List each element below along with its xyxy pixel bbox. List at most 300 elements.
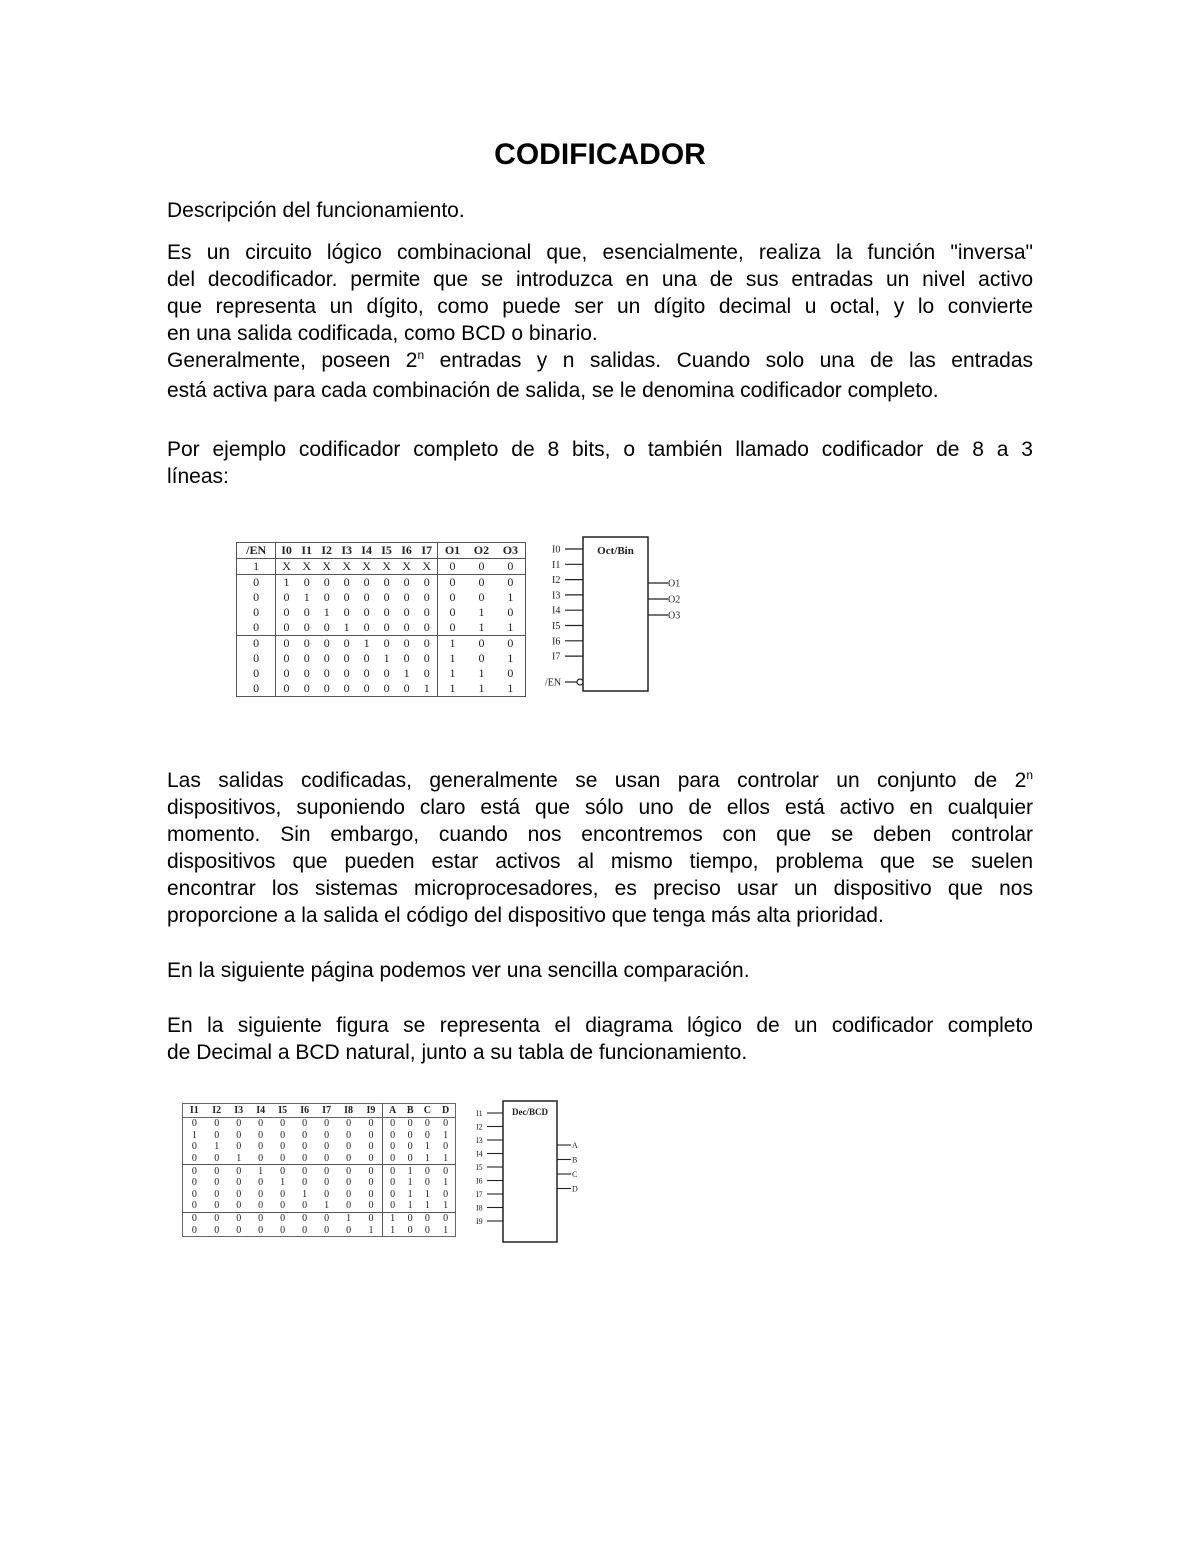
table-cell: 0 [276,666,297,681]
table-cell: 0 [383,1165,402,1177]
table-cell: 1 [478,666,485,680]
table-header-cell: I4 [250,1104,272,1118]
table-cell: 0 [346,1129,352,1141]
table-header-cell: I1 [297,543,317,559]
table-cell: 1 [214,1141,220,1153]
table-cell: 1 [383,1224,402,1236]
table-cell: 1 [302,1188,308,1200]
table-cell: 1 [402,1165,418,1177]
output-label: A [572,1141,578,1150]
table-cell: 0 [417,636,438,652]
input-label: I5 [476,1163,483,1172]
text-line: Generalmente, poseen 2$^n$ entradas y n salidas. Cuando solo una de las entradas [167,348,1033,372]
text-line: encontrar los sistemas microprocesadores, es preciso usar un dispositivo que nos [167,877,1033,900]
table-cell: 0 [253,620,260,634]
table-cell: 0 [423,620,430,634]
table-header-cell: B [402,1104,418,1118]
table-header-cell: O3 [496,543,526,559]
table-cell: 0 [496,575,526,591]
table-cell: 0 [253,651,260,665]
text-line: Es un circuito lógico combinacional que, esencialmente, realiza la función "inversa" [167,241,1033,264]
table-cell: 0 [258,1153,264,1165]
table-cell: 0 [437,590,467,605]
table-cell: 0 [280,1200,286,1212]
table-cell: 0 [346,1177,352,1189]
table-cell: 0 [258,1141,264,1153]
table-row [183,1189,456,1201]
table-cell: 0 [324,1188,330,1200]
table-cell: 0 [324,1141,330,1153]
table-cell: 0 [214,1118,220,1130]
table-cell: 0 [383,1130,402,1142]
input-label: I7 [476,1190,483,1199]
table-cell: 0 [236,1141,242,1153]
table-cell: 0 [357,575,377,591]
output-label: O1 [668,578,681,590]
table-cell: X [322,559,332,573]
table-cell: 1 [276,575,297,591]
table-cell: 1 [443,1177,449,1189]
table-cell: 0 [280,1224,286,1236]
table-cell: 0 [507,605,514,619]
table-cell: 0 [276,636,297,652]
table-cell: 0 [258,1224,264,1236]
table-cell: 0 [237,636,276,652]
table-cell: 0 [236,1188,242,1200]
table-cell: X [382,559,391,573]
table-header-cell: I3 [228,1104,250,1118]
table-cell: 0 [258,1177,264,1189]
table-cell: 0 [317,636,337,652]
table-cell: 1 [368,1224,374,1236]
table-cell: 1 [250,1165,272,1177]
table-cell: 0 [407,1141,413,1153]
table-cell: 1 [507,651,514,665]
table-cell: 0 [467,575,496,591]
table-cell: X [276,559,297,575]
table-cell: 0 [383,620,390,634]
table-cell: 1 [191,1129,197,1141]
table-cell: 0 [346,1118,352,1130]
table-cell: 0 [324,1129,330,1141]
table-cell: 0 [337,575,357,591]
table-cell: 0 [437,620,467,636]
table-cell: 1 [357,636,377,652]
table-cell: 0 [424,1177,430,1189]
block-label: Dec/BCD [512,1107,548,1117]
table-header-cell: O1 [437,543,467,559]
table-cell: 0 [191,1153,197,1165]
text-line: dispositivos, suponiendo claro está que sólo uno de ellos está activo en cualquier [167,796,1033,819]
table-cell: 0 [403,620,410,634]
table-cell: 0 [236,1177,242,1189]
table-cell: 0 [253,605,260,619]
table-cell: 1 [478,620,485,634]
table-cell: 0 [236,1118,242,1130]
table-cell: 0 [383,1118,402,1130]
table-row [237,559,526,575]
input-label: I2 [476,1122,483,1132]
table-cell: 0 [437,575,467,591]
table-header-cell: I1 [183,1104,206,1118]
table-cell: 1 [323,605,330,619]
table-row [237,620,526,636]
table-cell: 0 [191,1224,197,1236]
table-header-cell: I2 [206,1104,228,1118]
table-cell: 0 [343,605,350,619]
text-line: proporcione a la salida el código del dispositivo que tenga más alta prioridad. [167,904,884,927]
table-cell: 1 [478,681,485,695]
table-cell: 0 [397,636,417,652]
table-cell: 0 [276,651,297,666]
table-cell: 0 [423,590,430,604]
table-header-cell: /EN [237,543,276,559]
table-cell: 0 [368,1177,374,1189]
table-cell: 1 [423,681,430,695]
table-cell: 1 [407,1188,413,1200]
table-cell: 0 [258,1188,264,1200]
table-cell: 1 [478,605,485,619]
encoder-block [583,537,648,691]
table-row [183,1153,456,1165]
input-label: I2 [552,575,561,587]
table-row [237,575,526,591]
table-cell: 0 [424,1224,430,1236]
table-header-cell: I0 [276,543,297,559]
table-cell: 0 [191,1141,197,1153]
table-cell: 0 [397,575,417,591]
table-header-cell: C [418,1104,436,1118]
table-cell: 0 [337,636,357,652]
text-line: En la siguiente figura se representa el diagrama lógico de un codificador completo [167,1014,1033,1037]
page-title: CODIFICADOR [494,138,706,171]
table-cell: 0 [424,1118,430,1130]
table-cell: 0 [478,559,485,573]
output-label: B [572,1155,578,1165]
table-cell: 0 [402,1212,418,1224]
table-cell: 1 [437,666,467,681]
table-cell: 0 [368,1141,374,1153]
table-cell: 0 [276,605,297,620]
table-cell: 0 [443,1118,449,1130]
table-header-cell: D [436,1104,455,1118]
table-header-cell: I4 [357,543,377,559]
table-cell: 0 [228,1165,250,1177]
table-cell: 0 [302,1118,308,1130]
output-label: C [572,1170,578,1179]
table-cell: X [362,559,371,573]
input-label: I1 [476,1109,483,1118]
table-header-cell: I2 [317,543,337,559]
table-header-cell: I7 [417,543,438,559]
table-header-cell: I5 [272,1104,294,1118]
table-cell: 1 [253,559,260,573]
table-cell: X [342,559,351,573]
table-cell: 0 [214,1188,220,1200]
table-cell: 0 [418,1165,436,1177]
input-label: I9 [476,1217,483,1226]
table-cell: 0 [368,1188,374,1200]
input-label: I6 [552,636,561,648]
input-label: I8 [476,1203,483,1213]
table-cell: 0 [360,1165,383,1177]
table-cell: 0 [437,605,467,620]
output-label: O2 [668,594,681,606]
table-cell: 1 [424,1141,430,1153]
input-label: I3 [476,1136,483,1145]
table-cell: 0 [276,590,297,605]
table-cell: 0 [280,1188,286,1200]
table-cell: 0 [360,1212,383,1224]
table-cell: 1 [507,620,514,634]
table-header-cell: I7 [316,1104,338,1118]
enable-label: /EN [545,677,562,689]
table-cell: X [402,559,411,573]
text-line: Por ejemplo codificador completo de 8 bits, o también llamado codificador de 8 a 3 [167,438,1033,461]
table-row [237,681,526,697]
table-cell: 1 [424,1153,430,1165]
table-cell: 0 [297,575,317,591]
table-cell: 0 [214,1200,220,1212]
table-cell: 0 [302,1153,308,1165]
table-row [237,636,526,652]
table-cell: 1 [507,681,514,695]
table-cell: 0 [191,1118,197,1130]
table-cell: 0 [496,636,526,652]
table-cell: 0 [383,666,390,680]
table-header-cell: I6 [397,543,417,559]
table-cell: 0 [228,1212,250,1224]
table-header-cell: I8 [338,1104,360,1118]
table-cell: 0 [383,1141,402,1153]
table-cell: 0 [302,1177,308,1189]
table-cell: 0 [383,1177,402,1189]
table-cell: 0 [377,636,397,652]
table-cell: 0 [343,681,350,695]
table-row [183,1141,456,1153]
section-subtitle: Descripción del funcionamiento. [167,199,465,222]
table-cell: 0 [294,1165,316,1177]
text-line: momento. Sin embargo, cuando nos encontremos con que se deben controlar [167,823,1033,846]
table-cell: 0 [343,651,350,665]
table-cell: 0 [383,1200,402,1212]
table-row [183,1212,456,1224]
table-cell: 0 [407,1224,413,1236]
enable-inversion-bubble [577,679,583,685]
table-cell: 0 [363,666,370,680]
table-cell: 0 [236,1200,242,1212]
oct-bin-encoder-diagram [540,535,700,695]
table-row [237,666,526,681]
table-cell: 0 [338,1165,360,1177]
table-cell: 0 [383,681,390,695]
table-cell: 0 [383,605,390,619]
table-cell: 0 [407,1153,413,1165]
paragraph-definition [167,239,1033,347]
table-cell: 0 [467,636,496,652]
table-cell: 0 [317,575,337,591]
table-cell: 0 [383,1189,402,1201]
table-row [183,1130,456,1142]
table-cell: 0 [258,1118,264,1130]
table-cell: 0 [214,1224,220,1236]
table-cell: 0 [214,1129,220,1141]
table-cell: 0 [191,1200,197,1212]
table-cell: 1 [324,1200,330,1212]
table-cell: 0 [316,1212,338,1224]
output-label: O3 [668,610,681,622]
table-cell: 0 [253,681,260,695]
table-cell: 1 [437,636,467,652]
table-cell: 0 [214,1177,220,1189]
table-cell: 0 [423,666,430,680]
table-cell: 0 [346,1188,352,1200]
text-line: que representa un dígito, como puede ser un dígito decimal u octal, y lo convierte [167,295,1033,318]
table-cell: 0 [276,681,297,697]
table-cell: 0 [507,666,514,680]
truth-table-oct-bin [236,542,526,697]
table-cell: 0 [443,1188,449,1200]
table-row [183,1200,456,1212]
table-cell: 0 [436,1165,455,1177]
table-cell: 0 [418,1212,436,1224]
table-cell: 0 [272,1212,294,1224]
text-line: en una salida codificada, como BCD o binario. [167,322,598,345]
table-row [183,1177,456,1189]
table-cell: 0 [403,590,410,604]
table-cell: 0 [206,1165,228,1177]
input-label: I6 [476,1176,483,1186]
encoder-block [503,1101,557,1242]
table-cell: 0 [324,1118,330,1130]
table-cell: 0 [191,1188,197,1200]
table-cell: 0 [183,1165,206,1177]
table-header-cell: I3 [337,543,357,559]
table-cell: 1 [443,1153,449,1165]
table-cell: 0 [423,651,430,665]
table-cell: 0 [280,1141,286,1153]
table-cell: 0 [368,1129,374,1141]
text-line: dispositivos que pueden estar activos al mismo tiempo, problema que se suelen [167,850,1033,873]
table-cell: 1 [437,651,467,666]
table-cell: 1 [507,590,514,604]
table-cell: 0 [302,1141,308,1153]
table-cell: 0 [346,1224,352,1236]
table-cell: 1 [403,666,410,680]
table-cell: 0 [276,620,297,636]
table-cell: 0 [236,1224,242,1236]
table-cell: 0 [346,1141,352,1153]
table-cell: 0 [323,681,330,695]
table-cell: 0 [191,1177,197,1189]
table-cell: 0 [324,1177,330,1189]
table-row [183,1224,456,1236]
table-cell: 0 [303,651,310,665]
table-cell: 0 [478,651,485,665]
table-header-cell: I6 [294,1104,316,1118]
table-cell: 0 [302,1224,308,1236]
table-cell: 0 [294,1212,316,1224]
table-cell: 0 [324,1153,330,1165]
table-cell: 0 [346,1200,352,1212]
table-cell: 0 [272,1165,294,1177]
table-cell: 0 [316,1165,338,1177]
input-label: I3 [552,590,561,602]
table-cell: 0 [437,559,467,575]
table-row [237,590,526,605]
table-cell: 0 [237,575,276,591]
input-label: I7 [552,651,561,663]
text-line: de Decimal a BCD natural, junto a su tabla de funcionamiento. [167,1041,748,1064]
table-cell: 0 [323,590,330,604]
table-cell: 0 [303,666,310,680]
table-cell: 0 [403,681,410,695]
table-cell: 0 [280,1129,286,1141]
table-cell: 1 [407,1177,413,1189]
truth-table-dec-bcd [182,1103,456,1237]
table-row [183,1118,456,1130]
table-cell: 0 [258,1129,264,1141]
table-cell: 0 [258,1200,264,1212]
input-label: I5 [552,621,561,632]
block-label: Oct/Bin [597,545,634,557]
table-cell: 0 [214,1153,220,1165]
table-cell: 0 [280,1153,286,1165]
table-cell: 0 [383,1153,402,1165]
table-cell: X [302,559,312,573]
table-cell: 0 [368,1200,374,1212]
paragraph-figure-intro [167,1012,1033,1066]
table-cell: 0 [206,1212,228,1224]
table-cell: 1 [280,1177,286,1189]
table-cell: 0 [343,590,350,604]
table-row [237,651,526,666]
text-line: Las salidas codificadas, generalmente se usan para controlar un conjunto de 2$^n$ [167,768,1033,792]
table-cell: 0 [363,681,370,695]
table-header-cell: I5 [377,543,397,559]
table-cell: 1 [443,1224,449,1236]
table-cell: 0 [407,1129,413,1141]
table-cell: 1 [437,681,467,697]
table-cell: X [422,559,432,573]
table-cell: 0 [417,575,438,591]
table-cell: 0 [303,605,310,619]
table-cell: 0 [253,590,260,604]
table-cell: 0 [478,590,485,604]
table-cell: 0 [250,1212,272,1224]
table-cell: 0 [303,620,310,634]
table-header-cell: I9 [360,1104,383,1118]
input-label: I4 [552,605,561,617]
table-cell: 0 [507,559,514,573]
table-cell: 1 [443,1129,449,1141]
table-row [237,605,526,620]
text-line: del decodificador. permite que se introduzca en una de sus entradas un nivel activo [167,268,1033,291]
table-cell: 0 [363,605,370,619]
table-cell: 0 [363,651,370,665]
table-header-cell: O2 [467,543,496,559]
table-cell: 0 [323,666,330,680]
table-cell: 1 [424,1188,430,1200]
table-cell: 1 [338,1212,360,1224]
table-cell: 0 [324,1224,330,1236]
table-cell: 0 [363,620,370,634]
table-cell: 0 [368,1153,374,1165]
table-cell: 0 [423,605,430,619]
table-cell: 0 [403,605,410,619]
table-cell: 0 [403,651,410,665]
table-cell: 0 [424,1129,430,1141]
